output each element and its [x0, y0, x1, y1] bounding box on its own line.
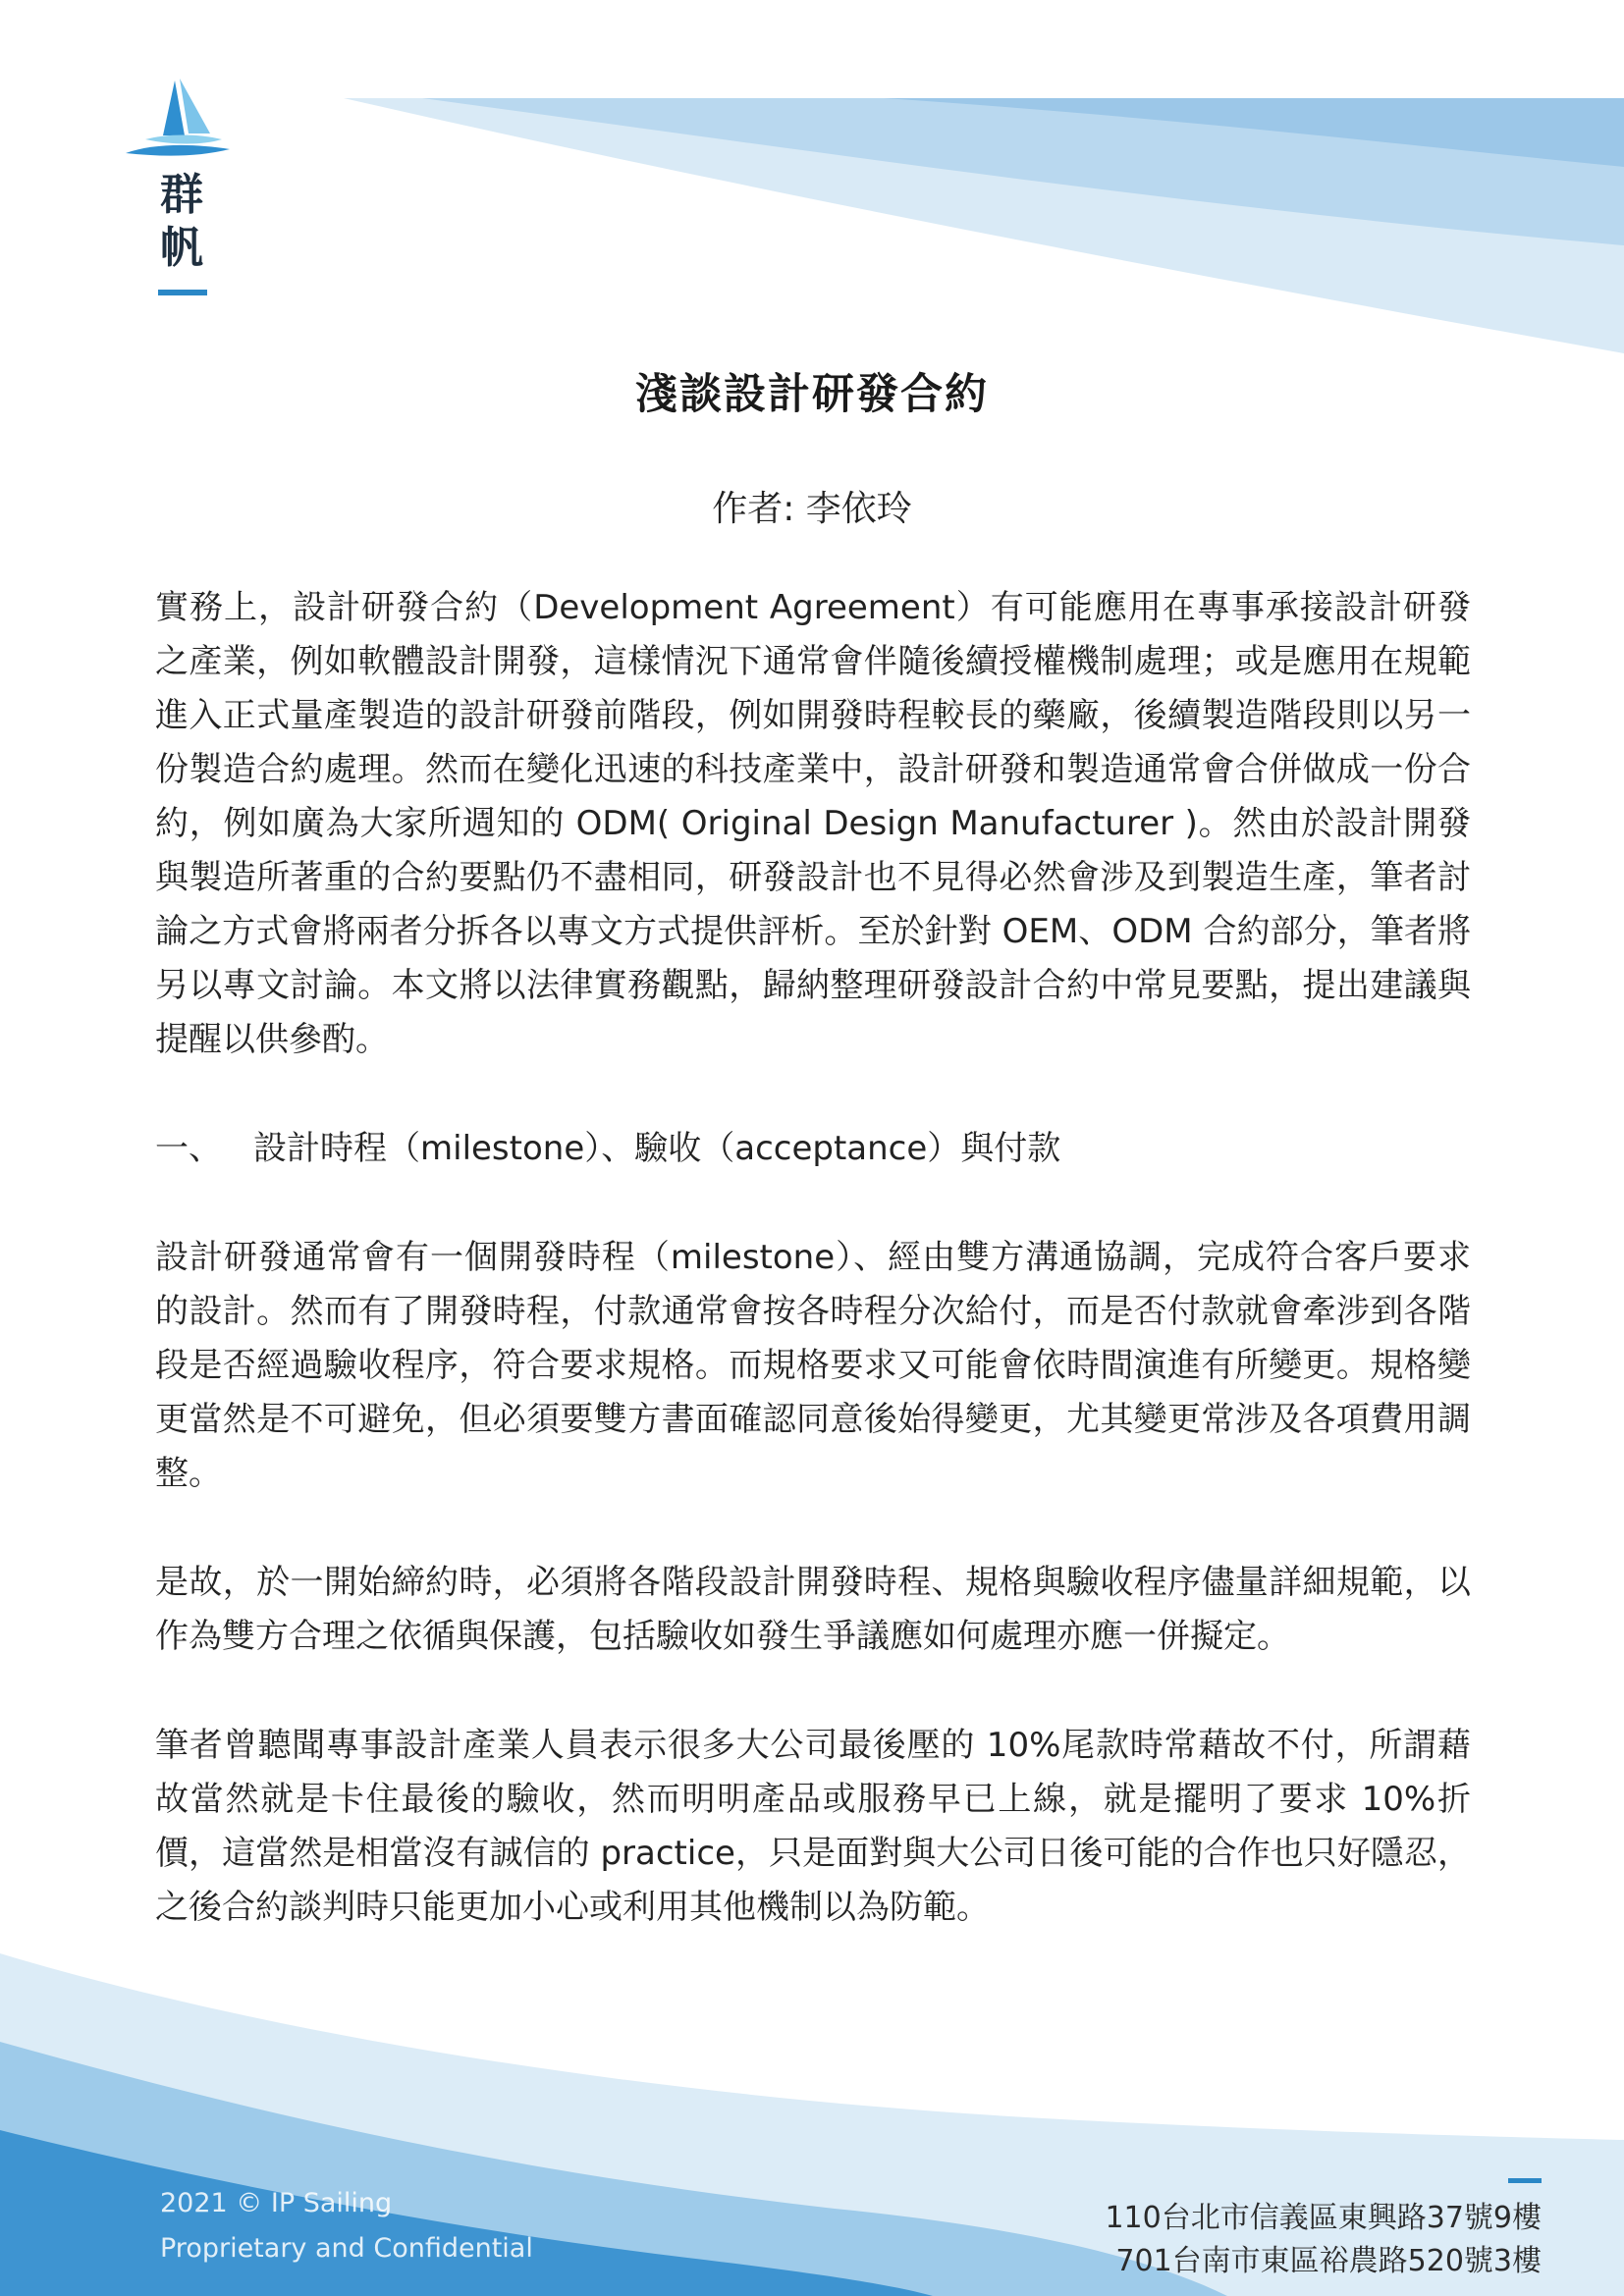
footer-address-taipei: 110台北市信義區東興路37號9樓: [1105, 2201, 1542, 2235]
footer-copyright: 2021 © IP Sailing: [160, 2188, 393, 2218]
brand-name: [157, 169, 206, 275]
body-paragraph-1: 設計研發通常會有一個開發時程（milestone）、經由雙方溝通協調，完成符合客戶要求的設計。然而有了開發時程，付款通常會按各時程分次給付，而是否付款就會牽涉到各階段是否經過驗收程序，符合要求規格。而規格要求又可能會依時間演進有所變更。規格變更當然是不可避免，但必須要雙方書面確認同意後始得變更，尤其變更常涉及各項費用調整。: [155, 1238, 1471, 1493]
section-number: 一、: [155, 1129, 222, 1168]
brand-underline: [158, 290, 207, 295]
article-title: 淺談設計研發合約: [635, 370, 989, 419]
footer-accent-dash: [1508, 2178, 1542, 2183]
brand-name-line1: 群: [160, 170, 203, 220]
body-paragraph-2: 是故，於一開始締約時，必須將各階段設計開發時程、規格與驗收程序儘量詳細規範，以作為雙方合理之依循與保護，包括驗收如發生爭議應如何處理亦應一併擬定。: [155, 1563, 1471, 1656]
section-title: 設計時程（milestone）、驗收（acceptance）與付款: [253, 1129, 1061, 1168]
body-paragraph-3: 筆者曾聽聞專事設計產業人員表示很多大公司最後壓的 10%尾款時常藉故不付，所謂藉故當然就是卡住最後的驗收，然而明明產品或服務早已上線，就是擺明了要求 10%折價，這當然是相當沒有誠信的 practice，只是面對與大公司日後可能的合作也只好隱忍，之後合約談判時只能更加小心或利用其他機制以為防範。: [155, 1726, 1471, 1927]
brand-name-line2: 帆: [160, 223, 203, 273]
footer-confidential: Proprietary and Confidential: [160, 2233, 533, 2264]
footer-address-tainan: 701台南市東區裕農路520號3樓: [1115, 2244, 1542, 2278]
brand-logo: [124, 75, 232, 163]
sailboat-icon: [124, 75, 232, 163]
footer-addresses: [1105, 2197, 1542, 2283]
article-author: 作者: 李依玲: [712, 489, 912, 529]
intro-paragraph: 實務上，設計研發合約（Development Agreement）有可能應用在專事承接設計研發之產業，例如軟體設計開發，這樣情況下通常會伴隨後續授權機制處理；或是應用在規範進入正式量產製造的設計研發前階段，例如開發時程較長的藥廠，後續製造階段則以另一份製造合約處理。然而在變化迅速的科技產業中，設計研發和製造通常會合併做成一份合約，例如廣為大家所週知的 ODM( Original Design Manufacturer )。然由於設計開發與製造所著重的合約要點仍不盡相同，研發設計也不見得必然會涉及到製造生產，筆者討論之方式會將兩者分拆各以專文方式提供評析。至於針對 OEM、ODM 合約部分，筆者將另以專文討論。本文將以法律實務觀點，歸納整理研發設計合約中常見要點，提出建議與提醒以供參酌。: [155, 588, 1471, 1059]
section-heading: [155, 1122, 1471, 1176]
article-body: [155, 581, 1471, 1990]
footer-copyright-block: [160, 2181, 533, 2271]
